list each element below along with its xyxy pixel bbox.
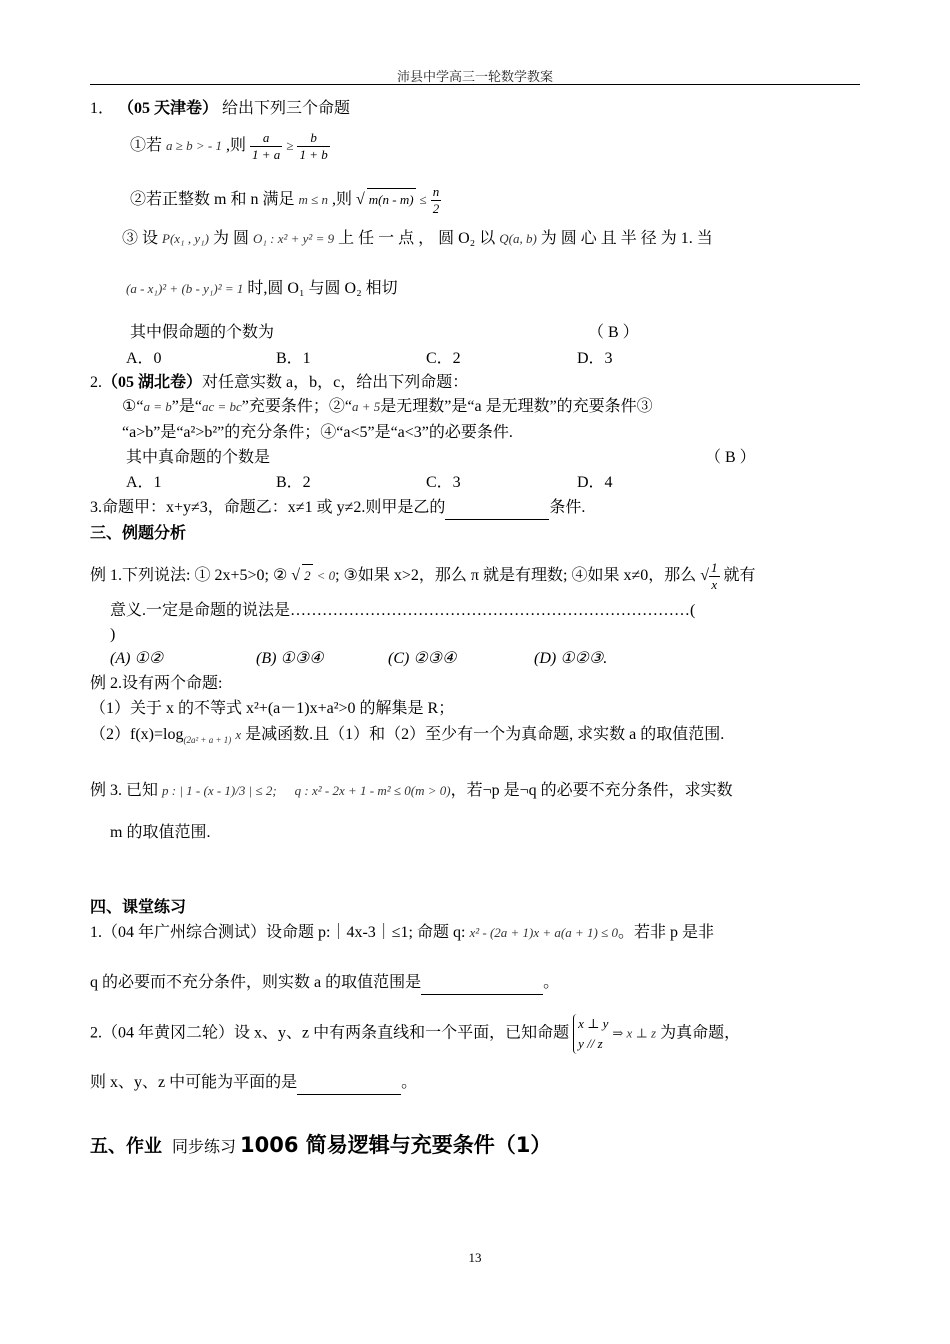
frac-denominator: 1 + b bbox=[299, 147, 328, 162]
exercise1-l2-a: q 的必要而不充分条件，则实数 a 的取值范围是 bbox=[90, 974, 422, 991]
ex1-a: 例 1.下列说法: ① 2x+5>0; ② bbox=[90, 567, 288, 585]
q2-l1-d: 是无理数”是“a 是无理数”的充要条件③ bbox=[380, 398, 653, 415]
section-4-heading: 四、课堂练习 bbox=[90, 897, 187, 916]
ex1-option-b: (B) ①③④ bbox=[256, 650, 324, 667]
ex2-condition-2 bbox=[90, 724, 724, 751]
q1-p1-prefix: ①若 bbox=[130, 137, 163, 155]
q2-line-1 bbox=[122, 396, 653, 418]
exercise-2 bbox=[90, 1014, 740, 1054]
sec5-label: 五、作业 bbox=[90, 1136, 162, 1157]
ex2-condition-1: （1）关于 x 的不等式 x²+(a－1)x+a²>0 的解集是 R； bbox=[90, 700, 455, 717]
frac-denominator: 2 bbox=[432, 201, 440, 216]
ex2-title: 例 2.设有两个命题: bbox=[90, 675, 223, 692]
q3-text-a: 3.命题甲：x+y≠3，命题乙：x≠1 或 y≠2.则甲是乙的 bbox=[90, 499, 446, 516]
q2-eq-2: ac = bc bbox=[201, 399, 242, 414]
frac-numerator: b bbox=[297, 130, 329, 147]
q3-text-b: 条件. bbox=[549, 499, 586, 516]
q1-p3-center: Q(a, b) bbox=[499, 231, 537, 246]
exercise1-expr: x² - (2a + 1)x + a(a + 1) ≤ 0 bbox=[469, 925, 618, 940]
q2-eq-1: a = b bbox=[143, 399, 172, 414]
ex2-c2-a: （2）f(x)= bbox=[90, 726, 164, 743]
q2-option-c: C．3 bbox=[426, 474, 461, 491]
q2-option-a: A．1 bbox=[126, 474, 162, 491]
ex1-b: ; ③如果 x>2，那么 π 就是有理数; ④如果 x≠0，那么 bbox=[335, 567, 697, 585]
q1-p2-then: ,则 bbox=[331, 191, 352, 209]
exercise2-l2-b: 。 bbox=[401, 1074, 418, 1091]
q1-p1-fraction-b bbox=[297, 130, 329, 163]
exercise-1-line-2 bbox=[90, 972, 559, 995]
example-3 bbox=[90, 780, 733, 802]
q1-p2-condition: m ≤ n bbox=[298, 192, 328, 208]
exercise1-b: 。若非 p 是非 bbox=[618, 924, 715, 941]
q3 bbox=[90, 497, 585, 520]
q2-ask: 其中真命题的个数是 bbox=[126, 449, 271, 466]
exercise-1 bbox=[90, 922, 714, 944]
q2-option-d: D．4 bbox=[577, 474, 613, 491]
q2-option-b: B．2 bbox=[276, 474, 311, 491]
q1-p2-prefix: ②若正整数 m 和 n 满足 bbox=[130, 191, 295, 209]
ex3-b: ，若¬p 是¬q 的必要不充分条件，求实数 bbox=[450, 782, 733, 799]
q1-p3-a: ③ 设 bbox=[122, 230, 159, 247]
exercise1-a: 1.（04 年广州综合测试）设命题 p:｜4x-3｜≤1; 命题 q: bbox=[90, 924, 466, 941]
ex3-a: 例 3. 已知 bbox=[90, 782, 159, 799]
q2-eq-3: a + 5 bbox=[351, 399, 381, 414]
q2-answer: （ B ） bbox=[705, 449, 756, 466]
q1-stem bbox=[90, 98, 350, 120]
exercise2-sys-2: y // z bbox=[578, 1036, 603, 1051]
q2-line-2: “a>b”是“a²>b²”的充分条件；④“a<5”是“a<3”的必要条件. bbox=[122, 424, 513, 441]
q2-l1-a: ①“ bbox=[122, 398, 144, 415]
q3-blank bbox=[445, 497, 549, 520]
ex2-log: log bbox=[163, 726, 184, 743]
ex2-log-base: (2a² + a + 1) bbox=[183, 735, 232, 746]
ex1-option-c: (C) ②③④ bbox=[388, 650, 457, 667]
q1-option-d: D．3 bbox=[577, 350, 613, 367]
exercise1-blank bbox=[421, 972, 543, 995]
q1-number: 1． bbox=[90, 100, 115, 117]
exercise2-sys-1: x ⊥ y bbox=[578, 1016, 609, 1031]
exercise-2-line-2 bbox=[90, 1072, 417, 1095]
q1-proposition-3 bbox=[122, 228, 713, 250]
ex2-c2-b: 是减函数.且（1）和（2）至少有一个为真命题, 求实数 a 的取值范围. bbox=[245, 726, 725, 743]
q1-option-b: B．1 bbox=[276, 350, 311, 367]
q1-p1-fraction-a bbox=[250, 130, 282, 163]
q2-source: （05 湖北卷） bbox=[102, 374, 203, 391]
q1-option-a: A．0 bbox=[126, 350, 162, 367]
q1-p3-b: 为 圆 bbox=[212, 230, 249, 247]
q1-p2-leq: ≤ bbox=[419, 192, 427, 208]
ex1-sqrt2: 2 bbox=[302, 564, 313, 587]
section-3-heading: 三、例题分析 bbox=[90, 523, 187, 542]
q1-p1-then: ,则 bbox=[226, 137, 247, 155]
q1-p3-point: P(x₁ , y₁) bbox=[162, 231, 209, 246]
exercise2-b: 为真命题， bbox=[660, 1024, 741, 1042]
ex1-lt0: < 0 bbox=[316, 568, 336, 584]
sqrt-icon: √ bbox=[291, 567, 301, 585]
page-header: 沛县中学高三一轮数学教案 bbox=[396, 69, 553, 84]
q1-p3-equation: (a - x₁)² + (b - y₁)² = 1 bbox=[126, 281, 244, 296]
q2-number: 2. bbox=[90, 374, 102, 391]
q1-p1-geq: ≥ bbox=[286, 138, 294, 154]
q2-stem bbox=[90, 372, 468, 394]
frac-numerator: a bbox=[250, 130, 282, 147]
q2-l1-c: ”充要条件；②“ bbox=[241, 398, 352, 415]
ex1-option-d: (D) ①②③. bbox=[534, 650, 608, 667]
q1-answer: （ B ） bbox=[588, 324, 639, 341]
sec5-sub: 同步练习 bbox=[172, 1139, 237, 1156]
ex2-log-arg: x bbox=[235, 727, 242, 742]
q1-ask: 其中假命题的个数为 bbox=[130, 324, 275, 341]
sqrt-icon: √ bbox=[356, 191, 365, 209]
section-5-heading bbox=[90, 1132, 551, 1161]
ex1-sqrt-fraction bbox=[709, 560, 720, 593]
ex3-line-2: m 的取值范围. bbox=[110, 824, 211, 841]
q1-p3-circle: O₁ : x² + y² = 9 bbox=[252, 231, 335, 246]
q1-p2-sqrt: m(n - m) bbox=[367, 188, 416, 211]
sec5-title: 1006 简易逻辑与充要条件（1） bbox=[240, 1133, 552, 1157]
exercise2-system bbox=[573, 1014, 608, 1054]
ex3-p: p : | 1 - (x - 1)/3 | ≤ 2; bbox=[162, 783, 277, 798]
exercise2-blank bbox=[297, 1072, 401, 1095]
q1-p3-c: 上 任 一 点 ， 圆 O₂ 以 bbox=[338, 230, 496, 247]
ex1-line-3: ) bbox=[110, 626, 116, 643]
ex1-option-a: (A) ①② bbox=[110, 650, 164, 667]
frac-denominator: 1 + a bbox=[252, 147, 281, 162]
example-1 bbox=[90, 560, 756, 593]
q2-stem-text: 对任意实数 a，b，c，给出下列命题： bbox=[202, 374, 469, 391]
exercise2-implication: ⇒ x ⊥ z bbox=[612, 1025, 657, 1041]
q1-option-c: C．2 bbox=[426, 350, 461, 367]
ex1-line-2: 意义.一定是命题的说法是…………………………………………………………………( bbox=[110, 602, 696, 619]
exercise2-l2-a: 则 x、y、z 中可能为平面的是 bbox=[90, 1074, 298, 1091]
exercise1-l2-b: 。 bbox=[543, 974, 560, 991]
q1-proposition-2 bbox=[130, 184, 441, 217]
q1-p3-e: 时,圆 O₁ 与圆 O₂ 相切 bbox=[247, 280, 398, 297]
ex3-q: q : x² - 2x + 1 - m² ≤ 0(m > 0) bbox=[294, 783, 451, 798]
q1-p1-condition: a ≥ b > - 1 bbox=[166, 138, 223, 154]
frac-numerator: n bbox=[432, 184, 440, 199]
q1-p2-fraction bbox=[431, 184, 442, 217]
frac-denominator: x bbox=[711, 577, 718, 592]
q1-p3-d: 为 圆 心 且 半 径 为 1. 当 bbox=[540, 230, 713, 247]
q1-stem-text: 给出下列三个命题 bbox=[222, 100, 351, 117]
header-rule bbox=[90, 84, 860, 85]
q1-proposition-1 bbox=[130, 130, 330, 163]
sqrt-icon: √ bbox=[700, 567, 710, 585]
q2-l1-b: ”是“ bbox=[171, 398, 202, 415]
q1-source: （05 天津卷） bbox=[118, 100, 219, 117]
ex1-c: 就有 bbox=[723, 567, 756, 585]
page-number: 13 bbox=[468, 1250, 482, 1265]
q1-proposition-3-cont bbox=[126, 278, 398, 300]
frac-numerator: 1 bbox=[711, 560, 718, 575]
exercise2-a: 2.（04 年黄冈二轮）设 x、y、z 中有两条直线和一个平面，已知命题 bbox=[90, 1024, 570, 1042]
